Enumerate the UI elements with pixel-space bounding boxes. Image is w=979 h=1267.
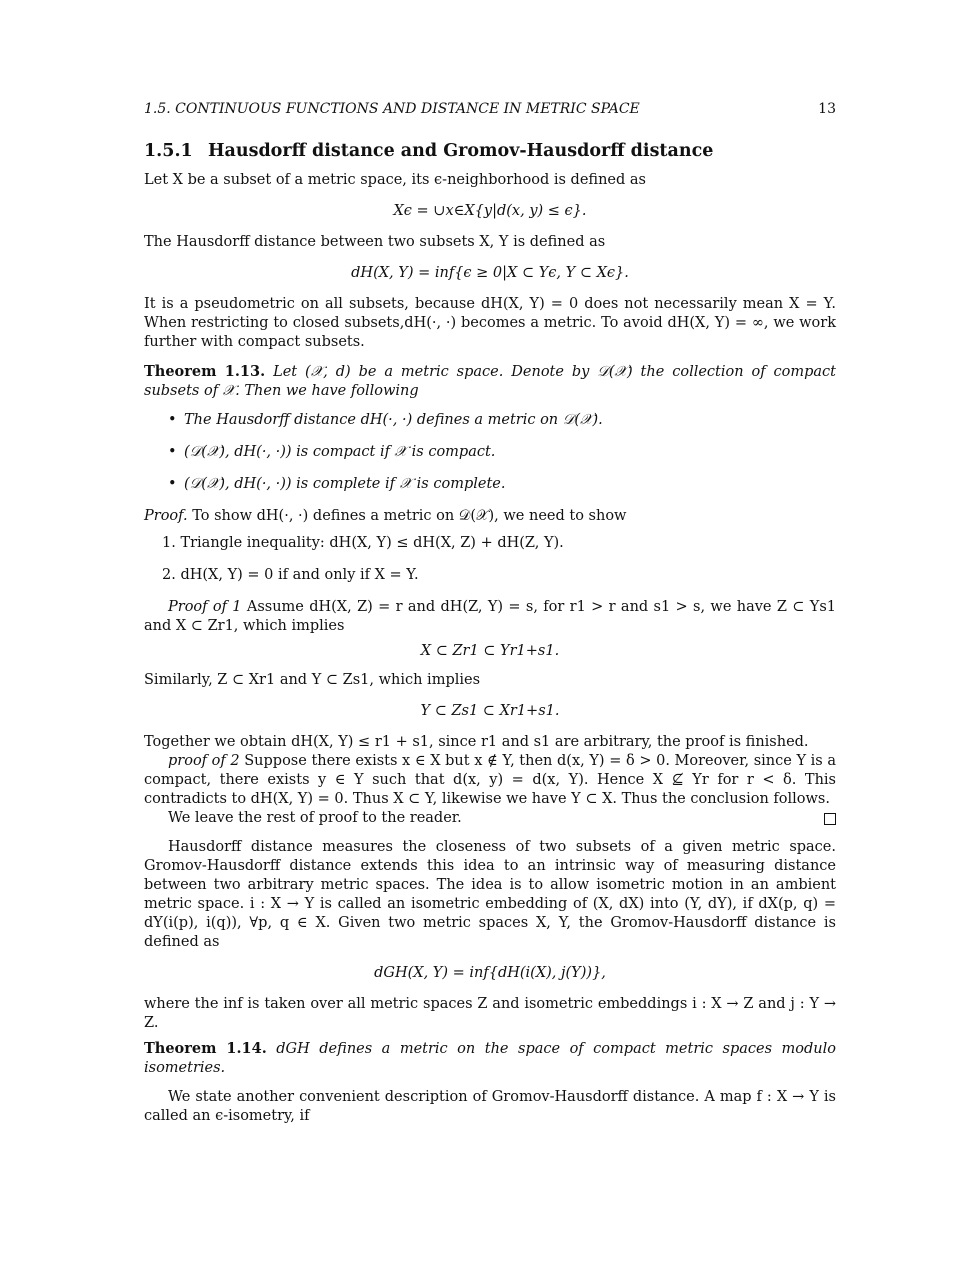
theorem-item: • The Hausdorff distance dH(·, ·) defines a metric on 𝒟(𝒳). — [144, 411, 836, 430]
qed-square-icon — [824, 813, 836, 825]
equation-gromov-hausdorff: dGH(X, Y) = inf{dH(i(X), j(Y))}, — [374, 965, 606, 981]
proof-intro-text: To show dH(·, ·) defines a metric on 𝒟(𝒳), we need to show — [192, 508, 627, 524]
proof-label: Proof. — [144, 508, 188, 524]
theorem-item: • (𝒟(𝒳), dH(·, ·)) is compact if 𝒳 is compact. — [144, 443, 836, 462]
proof-step: 2. dH(X, Y) = 0 if and only if X = Y. — [162, 567, 419, 583]
paragraph-hausdorff-def: The Hausdorff distance between two subsets X, Y is defined as — [144, 234, 606, 250]
proof-of-1-label: Proof of 1 — [168, 599, 242, 615]
theorem-label: Theorem 1.14. — [144, 1040, 267, 1057]
theorem-1-13 — [144, 362, 836, 401]
theorem-statement: dGH defines a metric on the space of compact metric spaces modulo isometries. — [144, 1041, 836, 1076]
proof-of-1-text: Assume dH(X, Z) = r and dH(Z, Y) = s, for r1 > r and s1 > s, we have Z ⊂ Ys1 and X ⊂ Zr1, which implies — [144, 599, 836, 634]
equation-hausdorff: dH(X, Y) = inf{ϵ ≥ 0|X ⊂ Yϵ, Y ⊂ Xϵ}. — [351, 265, 629, 281]
section-title: Hausdorff distance and Gromov-Hausdorff distance — [208, 141, 714, 161]
proof-of-1 — [144, 598, 836, 636]
theorem-statement: Let (𝒳, d) be a metric space. Denote by 𝒟(𝒳) the collection of compact subsets of 𝒳. Then we have following — [144, 364, 836, 399]
proof-of-2 — [144, 752, 836, 809]
proof-step: 1. Triangle inequality: dH(X, Y) ≤ dH(X, Z) + dH(Z, Y). — [162, 535, 564, 551]
proof-step-list — [144, 534, 836, 585]
paragraph-epsilon-isometry: We state another convenient description of Gromov-Hausdorff distance. A map f : X → Y is called an ϵ-isometry, if — [144, 1089, 836, 1124]
paragraph-neighborhood: Let X be a subset of a metric space, its ϵ-neighborhood is defined as — [144, 172, 646, 188]
theorem-1-14 — [144, 1039, 836, 1078]
paragraph-gromov-hausdorff: Hausdorff distance measures the closeness of two subsets of a given metric space. Gromov-Hausdorff distance extends this idea to an intrinsic way of measuring distance between two arbitrary metric spaces. The idea is to allow isometric motion in an ambient metric space. i : X → Y is called an isometric embedding of (X, dX) into (Y, dY), if dX(p, q) = dY(i(p), i(q)), ∀p, q ∈ X. Given two metric spaces X, Y, the Gromov-Hausdorff distance is defined as — [144, 839, 836, 950]
theorem-label: Theorem 1.13. — [144, 363, 266, 380]
paragraph-where: where the inf is taken over all metric spaces Z and isometric embeddings i : X → Z and j : Y → Z. — [144, 996, 836, 1031]
proof-of-2-label: proof of 2 — [168, 753, 240, 769]
proof-intro — [144, 507, 836, 526]
running-head — [144, 100, 836, 122]
equation-inclusion-y: Y ⊂ Zs1 ⊂ Xr1+s1. — [420, 703, 560, 719]
paragraph-similarly: Similarly, Z ⊂ Xr1 and Y ⊂ Zs1, which implies — [144, 672, 481, 688]
proof-end-line — [144, 809, 836, 828]
theorem-item-list — [144, 411, 836, 494]
page-number: 13 — [818, 101, 836, 117]
paragraph-leave-rest: We leave the rest of proof to the reader. — [168, 810, 462, 826]
paragraph-pseudometric: It is a pseudometric on all subsets, because dH(X, Y) = 0 does not necessarily mean X = Y. When restricting to closed subsets,dH(·, ·) becomes a metric. To avoid dH(X, Y) = ∞, we work further with compact subsets. — [144, 296, 836, 350]
section-heading — [144, 142, 836, 161]
paragraph-together: Together we obtain dH(X, Y) ≤ r1 + s1, since r1 and s1 are arbitrary, the proof is finished. — [144, 734, 809, 750]
theorem-item: • (𝒟(𝒳), dH(·, ·)) is complete if 𝒳 is complete. — [144, 475, 836, 494]
proof-of-2-text: Suppose there exists x ∈ X but x ∉ Y, then d(x, Y) = δ > 0. Moreover, since Y is a compact, there exists y ∈ Y such that d(x, y) = d(x, Y). Hence X ⊈ Yr for r < δ. This contradicts to dH(X, Y) = 0. Thus X ⊂ Y, likewise we have Y ⊂ X. Thus the conclusion follows. — [144, 753, 836, 807]
running-title: 1.5. CONTINUOUS FUNCTIONS AND DISTANCE IN METRIC SPACE — [144, 101, 640, 117]
page — [144, 100, 836, 1126]
equation-inclusion-x: X ⊂ Zr1 ⊂ Yr1+s1. — [420, 643, 560, 659]
section-number: 1.5.1 — [144, 141, 193, 161]
equation-neighborhood: Xϵ = ∪x∈X{y|d(x, y) ≤ ϵ}. — [393, 203, 587, 219]
